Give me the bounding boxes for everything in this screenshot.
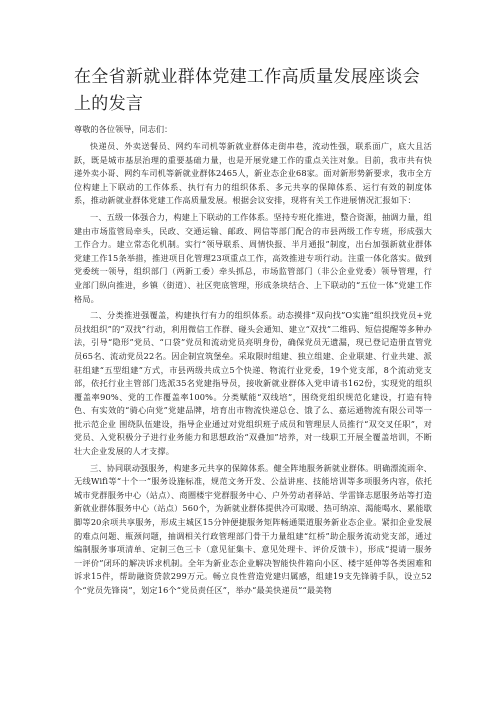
salutation: 尊敬的各位领导，同志们：: [74, 124, 173, 134]
paragraph-section-2: 二、分类推进强覆盖，构建执行有力的组织体系。动态摸排“双向找”O实施“组织找党员+党员找组织”的“双找”行动，利用微信工作群、碰头会通知、建立“双找”二维码、短信提醒等多种办法，引导“隐形”党员、“口袋”党员和流动党员亮明身份，确保党员无遗漏，现已登记造册直管党员65名、流动党员22名。因企制宜筑堡垒。采取限时组建、独立组建、企业联建、行业共建、派驻组建“五型组建”方式，市县两级共成立5个快递、物流行业党委，19个党支部，8个流动党支部，依托行业主管部门选派35名党建指导员，接收新就业群体入党申请书162份，实现党的组织覆盖率90%、党的工作覆盖率100%。分类赋能“双线培”，围绕党组织规范化建设，打造有特色、有实效的“骑心向党”党建品牌，培育出市物流快递总仓、饿了么、嘉运通物流有限公司等一批示范企业 围绕队伍建设，指导企业通过对党组织班子成员和管理层人员推行“双交叉任职”，对党员、入党积极分子进行业务能力和思想政治“双叠加”培养，对一线职工开展全覆盖培训，不断壮大企业发展的人才支撑。: [74, 310, 432, 457]
document-title: 在全省新就业群体党建工作高质量发展座谈会上的发言: [74, 67, 420, 114]
paragraph-section-1: 一、五级一体强合力，构建上下联动的工作体系。坚持专班化推进，整合资源，抽调力量，组建由市场监管局牵头，民政、交通运输、邮政、网信等部门配合的市县两级工作专班，形成强大工作合力。建立常态化机制。实行“领导联系、周情快报、半月通报”制度，出台加强新就业群体党建工作15条举措，推进项目化管理23项重点工作，高效推进专项行动。注重一体化落实。做到党委统一领导，组织部门（两新工委）牵头抓总，市场监管部门（非公企业党委）领导管理，行业部门纵向推进，乡镇（街道）、社区兜底管理，形成条块结合、上下联动的“五位一体”党建工作格局。: [74, 211, 432, 304]
paragraph-section-3: 三、协同联动强服务，构建多元共享的保障体系。健全阵地服务新就业群体。明确漂流雨伞、无线Wifi等“十个一”服务设施标准，规范文务开发、公益讲座、技能培训等多项服务内容，依托城市党群服务中心（站点）、商圈楼宇党群服务中心、户外劳动者驿站、学雷锋志愿服务站等打造新就业群体服务中心（站点）560个，为新就业群体提供冷可取暖、热可纳凉、渴能喝水、累能歇脚等20余项共享服务，形成主城区15分钟便捷服务矩阵畅通渠道服务新业态企业。紧扣企业发展的难点问题、瓶颈问题，抽调相关行政管理部门骨干力量组建“红桥”助企服务流动党支部，通过编制服务事项清单、定制三色三卡（意见征集卡、意见处理卡、评价反馈卡），形成“提请一服务一评价”闭环的解决诉求机制。全年为新业态企业解决智能快件箱向小区、楼宇延伸等各类困难和诉求15件，帮助融资贷款299万元。畅立良性营造党建归属感，组建19支先锋骑手队，设立52个“党员先锋岗”，划定16个“党员责任区”，举办“最美快递员”“最美物: [74, 462, 432, 595]
paragraph-intro: 快递员、外卖送餐员、网约车司机等新就业群体走街串巷，流动性强，联系面广，底大且活跃，既是城市基层治理的重要基础力量，也是开展党建工作的重点关注对象。目前，我市共有快递外卖小哥、网约车司机等新就业群体2465人，新业态企业68家。面对新形势新要求，我市全方位构建上下联动的工作体系、执行有力的组织体系、多元共享的保障体系、运行有效的制度体系，推动新就业群体党建工作高质量发展。根据会议安排，现将有关工作进展情况汇报如下：: [74, 141, 432, 206]
